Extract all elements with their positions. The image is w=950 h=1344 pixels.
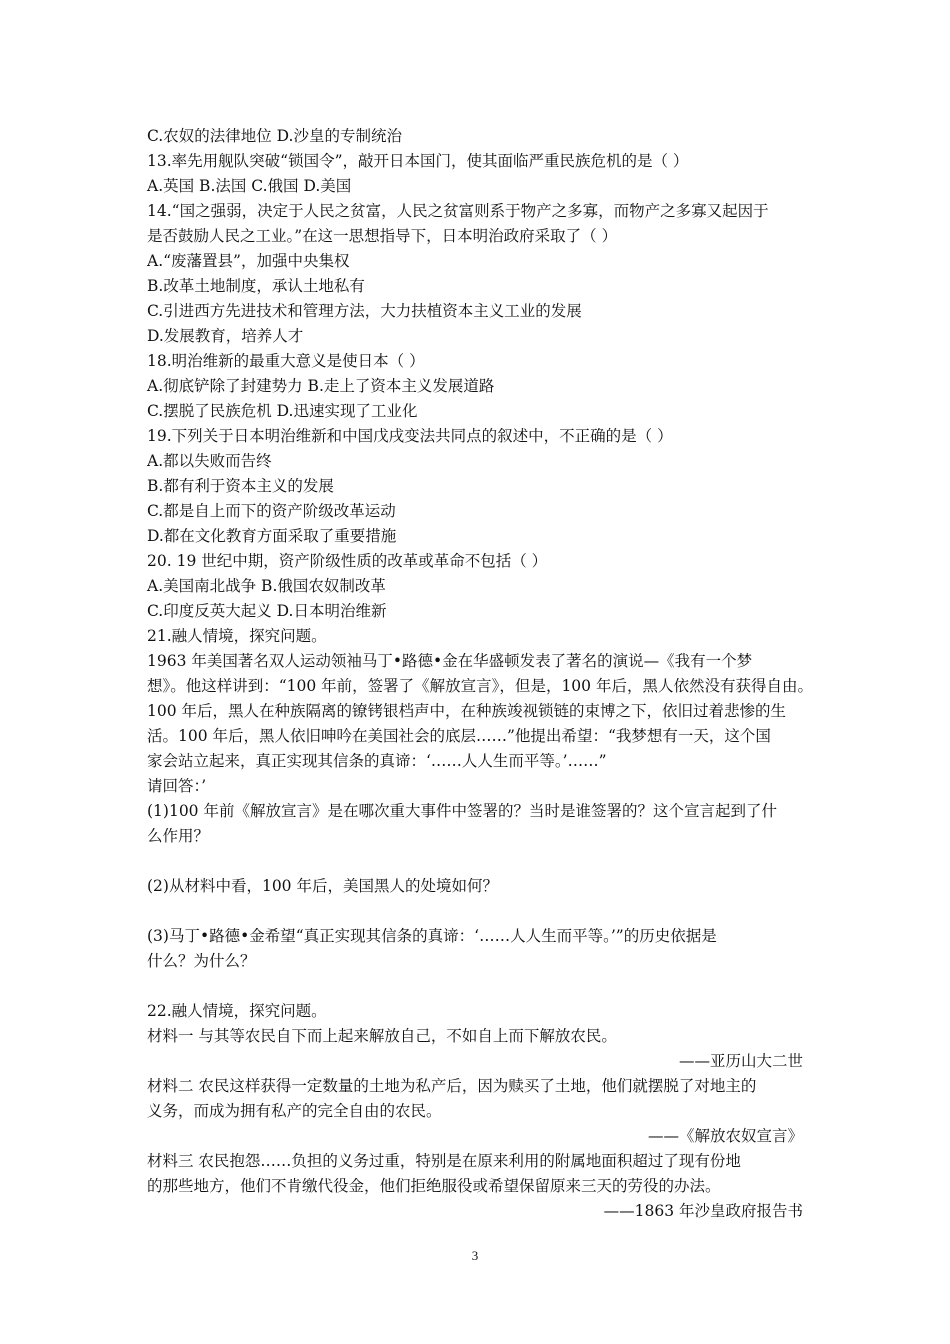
material-3-source: ——1863 年沙皇政府报告书 xyxy=(603,1202,803,1220)
q21-passage-3: 100 年后，黑人在种族隔离的镣铐银档声中，在种族竣视锁链的束博之下，依旧过着悲惨的生 xyxy=(147,702,787,720)
q19-option-c: C.都是自上而下的资产阶级改革运动 xyxy=(147,502,396,520)
question-18: 18.明治维新的最重大意义是使日本（ ） xyxy=(147,352,425,370)
material-3-line1: 材料三 农民抱怨……负担的义务过重，特别是在原来利用的附属地面积超过了现有份地 xyxy=(147,1152,741,1170)
q14-option-b: B.改革土地制度，承认土地私有 xyxy=(147,277,365,295)
q20-options-cd: C.印度反英大起义 D.日本明治维新 xyxy=(147,602,387,620)
q19-option-d: D.都在文化教育方面采取了重要措施 xyxy=(147,527,397,545)
material-3-line2: 的那些地方，他们不肯缴代役金，他们拒绝服役或希望保留原来三天的劳役的办法。 xyxy=(147,1177,721,1195)
question-21: 21.融人情境，探究问题。 xyxy=(147,627,327,645)
q21-passage-5: 家会站立起来，真正实现其信条的真谛：‘……人人生而平等。’……” xyxy=(147,752,607,770)
q14-option-a: A.“废藩置县”，加强中央集权 xyxy=(147,252,350,270)
page-number: 3 xyxy=(471,1248,479,1263)
q21-sub3-line2: 什么？为什么？ xyxy=(147,952,256,970)
q21-passage-4: 活。100 年后，黑人依旧呻吟在美国社会的底层……”他提出希望：“我梦想有一天，这个国 xyxy=(147,727,771,745)
q20-options-ab: A.美国南北战争 B.俄国农奴制改革 xyxy=(147,577,386,595)
material-1: 材料一 与其等农民自下而上起来解放自己，不如自上而下解放农民。 xyxy=(147,1027,617,1045)
material-2-source: ——《解放农奴宣言》 xyxy=(647,1127,803,1145)
material-2-line1: 材料二 农民这样获得一定数量的土地为私产后，因为赎买了土地，他们就摆脱了对地主的 xyxy=(147,1077,757,1095)
q19-option-b: B.都有利于资本主义的发展 xyxy=(147,477,334,495)
q14-option-d: D.发展教育，培养人才 xyxy=(147,327,304,345)
q18-options-cd: C.摆脱了民族危机 D.迅速实现了工业化 xyxy=(147,402,418,420)
question-20: 20. 19 世纪中期，资产阶级性质的改革或革命不包括（ ） xyxy=(147,552,548,570)
q21-sub1-line1: (1)100 年前《解放宣言》是在哪次重大事件中签署的？当时是谁签署的？这个宣言起到了什 xyxy=(147,802,777,820)
q21-prompt: 请回答：’ xyxy=(147,777,207,795)
q21-passage-2: 想》。他这样讲到：“100 年前，签署了《解放宣言》，但是，100 年后，黑人依然没有获得自由。 xyxy=(147,677,813,695)
q21-sub3-line1: (3)马丁•路德•金希望“真正实现其信条的真谛：‘……人人生而平等。’”的历史依据是 xyxy=(147,927,717,945)
q21-sub2: (2)从材料中看，100 年后，美国黑人的处境如何？ xyxy=(147,877,498,895)
q21-sub1-line2: 么作用？ xyxy=(147,827,210,845)
line-1: C.农奴的法律地位 D.沙皇的专制统治 xyxy=(147,127,402,145)
question-13: 13.率先用舰队突破“锁国令”，敲开日本国门，使其面临严重民族危机的是（ ） xyxy=(147,152,689,170)
q21-passage-1: 1963 年美国著名双人运动领袖马丁•路德•金在华盛顿发表了著名的演说—《我有一个梦 xyxy=(147,652,753,670)
q18-options-ab: A.彻底铲除了封建势力 B.走上了资本主义发展道路 xyxy=(147,377,495,395)
q19-option-a: A.都以失败而告终 xyxy=(147,452,272,470)
question-14-line1: 14.“国之强弱，决定于人民之贫富，人民之贫富则系于物产之多寡，而物产之多寡又起因于 xyxy=(147,202,769,220)
question-19: 19.下列关于日本明治维新和中国戊戌变法共同点的叙述中，不正确的是（ ） xyxy=(147,427,673,445)
question-14-line2: 是否鼓励人民之工业。”在这一思想指导下，日本明治政府采取了（ ） xyxy=(147,227,618,245)
q13-options: A.英国 B.法国 C.俄国 D.美国 xyxy=(147,177,352,195)
q14-option-c: C.引进西方先进技术和管理方法，大力扶植资本主义工业的发展 xyxy=(147,302,582,320)
question-22: 22.融人情境，探究问题。 xyxy=(147,1002,327,1020)
material-2-line2: 义务，而成为拥有私产的完全自由的农民。 xyxy=(147,1102,442,1120)
material-1-source: ——亚历山大二世 xyxy=(678,1052,803,1070)
